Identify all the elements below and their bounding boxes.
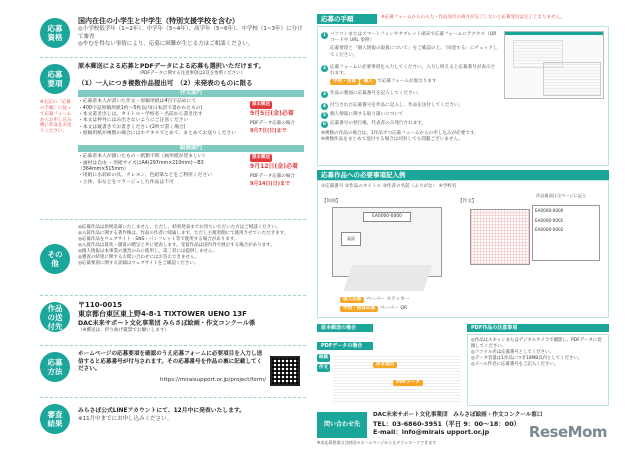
other-body [78, 225, 304, 267]
pill-paper-1: ペーパー [366, 297, 385, 302]
pdf-notes [467, 334, 609, 406]
sample-essay-note: 作品裏面は全ページに記入 [536, 193, 587, 198]
badge-requirements: 応募要項 [40, 64, 70, 94]
sample-box [317, 180, 609, 318]
procedure-step-1b: 応募要項と「個人情報の取扱について」をご確認の上、「同意する」にチェックしてください。 [330, 46, 498, 58]
eligibility-title: 国内在住の小学生と中学生（特別支援学校を含む） [78, 17, 239, 25]
contact-body [373, 412, 553, 437]
pill-individual: 個人応募 [340, 297, 364, 303]
pdf-btn-original: 原本提出 [373, 362, 397, 368]
step-number-5: 5 [322, 113, 327, 118]
contact-tel[interactable]: TEL：03-6860-3951（平日 9：00～18：00） [373, 419, 521, 428]
procedure-step-6: 6 応募番号の発行後、代表者のみ発行されます。 [322, 121, 427, 127]
essay-rules [78, 99, 248, 138]
essay-mail-tag: 原本郵送 [250, 101, 272, 109]
pdf-tag-essay: 作文 [317, 364, 330, 372]
badge-results: 審査結果 [40, 404, 70, 434]
procedure-steps-lower [321, 101, 605, 143]
pdf-note-1: ◎作品はスキャンまたはデジタルカメラで撮影し、PDFデータに変換してください。 [471, 338, 602, 349]
pdf-header-3: PDF作品の注意事項 [467, 324, 609, 332]
sample-panel [317, 170, 609, 320]
sample-header: 応募作品への必要事項記入例 [317, 170, 609, 180]
contact-email[interactable]: E-mail：info@mirais upport.or.jp [373, 428, 490, 437]
results-text: みらさぽ公式LINEアカウントにて、12月中に発表いたします。 [78, 408, 246, 414]
resemom-logo [529, 422, 607, 442]
pdf-panel [317, 324, 609, 408]
section-requirements [40, 60, 306, 220]
art-pdf-deadline: 9月14日(日)まで [250, 180, 291, 187]
other-note-7: ◎応募要項に関する詳細はウェブサイトをご確認ください。 [78, 261, 199, 267]
pill-qr: QR [400, 306, 408, 311]
eligibility-body [78, 17, 304, 49]
essay-rule-2: ・400字詰原稿用紙1枚～5枚以内(日本語で書かれたもの) [78, 105, 203, 111]
contact-foot: ※本応募要項は当財団のホームページからもダウンロードできます [317, 440, 437, 445]
procedure-step-2-tags [321, 79, 499, 85]
address-line-2: DAC未来サポート文化事業団 みらさぽ絵画・作文コンクール係 [78, 319, 256, 327]
other-note-6: ◎審査の結果に関するお問い合わせにはお答えできません。 [78, 255, 200, 261]
sample-essay-sheet-1 [470, 209, 530, 265]
procedure-note-top: ※応募フォームからの入力・作品送付の両方が完了しないと応募受付は完了となりません。 [381, 15, 565, 20]
contact-badge: 問い合わせ先 [317, 412, 367, 438]
other-note-4: ◎入賞作品は賞状・副賞の贈呈と共に発表します。受賞作品は国内外で展示する場合があります。 [78, 243, 275, 249]
procedure-box [317, 26, 609, 166]
procedure-steps [321, 32, 499, 98]
procedure-step-5: 5 個人情報に関する取り扱いについて [322, 112, 404, 118]
requirements-body [78, 63, 304, 188]
sample-pill-row-2 [340, 306, 407, 312]
pdf-btn-data: PDFデータ [393, 380, 423, 386]
sample-art-code: EA0000-0000 [363, 212, 411, 222]
pdf-left-text [333, 354, 461, 402]
section-method [40, 348, 306, 398]
bar-art: 絵画部門 [78, 145, 304, 152]
address-line-1: 東京都台東区東上野4-8-1 TIXTOWER UENO 13F [78, 310, 247, 319]
art-rule-3: ・用紙に水彩絵の具、クレヨン、色鉛筆などをご利用ください [78, 173, 212, 179]
essay-pdf-label: PDFデータ応募の場合 [250, 121, 295, 127]
pdf-left-tags [317, 354, 330, 372]
requirements-intro-sub: （PDFデータに関する注意事項は2頁を参照ください） [137, 71, 245, 77]
badge-other: その他 [40, 244, 70, 274]
procedure-step-2: 2 応募フォームに必要事項を入力してください。入力し終えると応募番号が表示されます。 [322, 64, 496, 76]
eligibility-grades: ◎小学校低学年（1~2年）、中学年（3~4年）、高学年（5~6年）、中学校（1~3年）に分けて審査 [78, 26, 303, 40]
art-rule-1: ・応募者本人が描いたもの・紙類不問（画用紙が望ましい） [78, 154, 208, 160]
requirements-intro: 原本郵送による応募とPDFデータによる応募も選択いただけます。 [78, 63, 265, 70]
art-mail-tag: 原本郵送 [250, 154, 272, 162]
other-note-1: ◎応募作品は原則返却いたしません。ただし、結果発表までお待ちいただいた方はご相談ください。 [78, 225, 281, 230]
procedure-step-1: 1 パソコンまたはスマートフォンやタブレット端末で応募フォームにアクセス（QRコードや URL 参照） [322, 32, 497, 44]
section-address [40, 298, 306, 346]
requirements-side-note: ※右記の「応募の手順」に従って応募フォームからお申し込み後に作品をお送りください。 [40, 100, 72, 135]
address-note: （※郵送は、折り曲げ厳禁でお願いします） [78, 328, 170, 334]
art-deadline: 9月12日(金)必着 [250, 163, 299, 171]
bar-essay: 作文部門 [78, 90, 304, 97]
pdf-header-1: 原本郵送の場合 [317, 324, 373, 332]
sample-essay-code-3: EA0000-0002 [535, 227, 564, 233]
art-pdf-label: PDFデータ応募の場合 [250, 174, 295, 180]
badge-eligibility: 応募資格 [40, 18, 70, 48]
tag-school: 学校・団体 [330, 79, 359, 85]
form-mockup-bar [505, 32, 603, 35]
sample-essay-code-1: EA0000-0000 [535, 208, 564, 213]
address-zip: 〒110-0015 [78, 301, 122, 309]
procedure-step-4: 4 付与された応募番号を作品に記入し、作品を送付してください。 [322, 103, 464, 109]
results-note: ※11月中までにお申し込みください。 [78, 415, 173, 422]
pill-school: 学校・団体応募 [340, 306, 378, 312]
essay-rule-1: ・応募者本人が書いた作文・原稿用紙は4百字詰めにて [78, 99, 197, 105]
method-url[interactable]: https://miraisupport.or.jp/project/form/ [160, 376, 266, 383]
procedure-step-3: 3 作品の裏面に応募番号を記入してください。 [322, 91, 422, 98]
sample-legend: ①応募番号 ②作品のタイトル ③作者の名前（ふりがな） ④学校名 [321, 184, 457, 189]
pdf-note-2: ◎ファイル名は応募番号としてください。 [471, 349, 554, 355]
art-block [78, 154, 304, 188]
step-number-3: 3 [322, 92, 327, 98]
form-mockup [504, 31, 604, 99]
procedure-foot-2: ※複数作品をまとめて送付する場合は同封しても問題ございません。 [321, 137, 463, 143]
essay-block [78, 99, 304, 143]
sample-art-shadow [343, 265, 432, 291]
pill-sticker: ステッカー [386, 297, 410, 302]
other-note-2: ◎入賞作品に関する著作権は、作品の作者に帰属します。ただし主催者側にて使用させていただきます。 [78, 231, 289, 237]
essay-deadline: 9月5日(金)必着 [250, 110, 294, 118]
essay-rule-6: ・原稿用紙が複数の場合にはホチキスでとめて、まとめてお送りください [78, 131, 237, 137]
form-mockup-field-2 [543, 62, 601, 96]
left-column [40, 14, 306, 444]
sample-essay-caption: 【作文】 [458, 199, 477, 204]
method-body [78, 351, 266, 384]
other-note-5: ◎個人情報は本事業の運営のみに使用し、第三者には提供しません。 [78, 249, 218, 255]
step-number-2: 2 [322, 65, 327, 71]
essay-pdf-deadline: 9月7日(日)まで [250, 127, 287, 134]
qr-code-icon[interactable] [270, 356, 300, 386]
procedure-foot: ※複数の作品の場合は、1作品ずつ応募フォームからの申し込みが必要です。 [321, 131, 479, 136]
art-deadline-block [250, 154, 304, 187]
requirements-rules: （1）一人につき複数作品提出可 （2）未発表のものに限る [78, 79, 253, 88]
section-eligibility [40, 14, 306, 58]
pdf-header-2: PDFデータの場合 [317, 342, 373, 350]
pill-paper-2: ペーパー [380, 306, 399, 311]
sample-essay-stack [532, 205, 600, 261]
tag-individual: 個人 [360, 79, 375, 85]
section-other [40, 222, 306, 296]
method-text: ホームページの応募要項を確認のうえ応募フォームに必要項目を入力し送信すると応募番号が付与されます。その応募番号を作品の裏に記載してください。 [78, 351, 263, 373]
pdf-tag-art: 絵画 [317, 354, 330, 362]
step-number-1: 1 [322, 33, 327, 38]
essay-rule-5: ・本文は縦書きでお書きください(2枚で書く場合) [78, 124, 186, 130]
other-note-3: ◎応募作品をウェブサイト・SNS・パンフレット等で使用する場合があります。 [78, 237, 239, 243]
pdf-note-4: ◎メール件名に応募番号をご記入ください。 [471, 361, 559, 367]
art-rule-2: ・画材は自由 ・用紙サイズはA4(297mm×210mm)～B3（364mm×515mm） [78, 160, 204, 172]
badge-address: 作品の送付先 [40, 302, 70, 332]
essay-rule-3: ・本文書き出しは、タイトル・学校名・名前から書き出す [78, 112, 203, 117]
essay-deadline-block [250, 101, 304, 134]
essay-rule-4: ・本文は枠外にはみ出さないようにご注意ください [78, 118, 189, 124]
eligibility-note: ◎やむを得ない事情により、応募に困難が生じる方はご相談ください。 [78, 41, 254, 48]
section-results [40, 400, 306, 440]
step-number-4: 4 [322, 104, 327, 109]
sample-essay-code-2: EA0000-0001 [535, 217, 564, 223]
sample-pill-row-1 [340, 297, 409, 303]
step-2-tail: で応募フォームが異なります [377, 79, 437, 85]
pdf-note-3: ◎データ容量は1作品につき10MB以内としてください。 [471, 355, 583, 361]
art-rule-4: ・立体、布などをコラージュした作品は不可 [78, 179, 174, 185]
logo-text: ReseMom [528, 422, 607, 441]
sample-art-caption: 【絵画】 [322, 199, 341, 204]
badge-method: 応募方法 [40, 352, 70, 382]
sample-art-back: 裏面 [341, 232, 361, 246]
procedure-header: 応募の手順 [317, 14, 377, 24]
step-number-6: 6 [322, 122, 327, 127]
right-column [317, 14, 609, 444]
results-body [78, 408, 304, 423]
art-rules [78, 154, 248, 186]
contact-org: DAC未来サポート文化事業団 みらさぽ絵画・作文コンクール窓口 [373, 412, 543, 418]
procedure-panel [317, 14, 609, 166]
address-body [78, 301, 304, 334]
